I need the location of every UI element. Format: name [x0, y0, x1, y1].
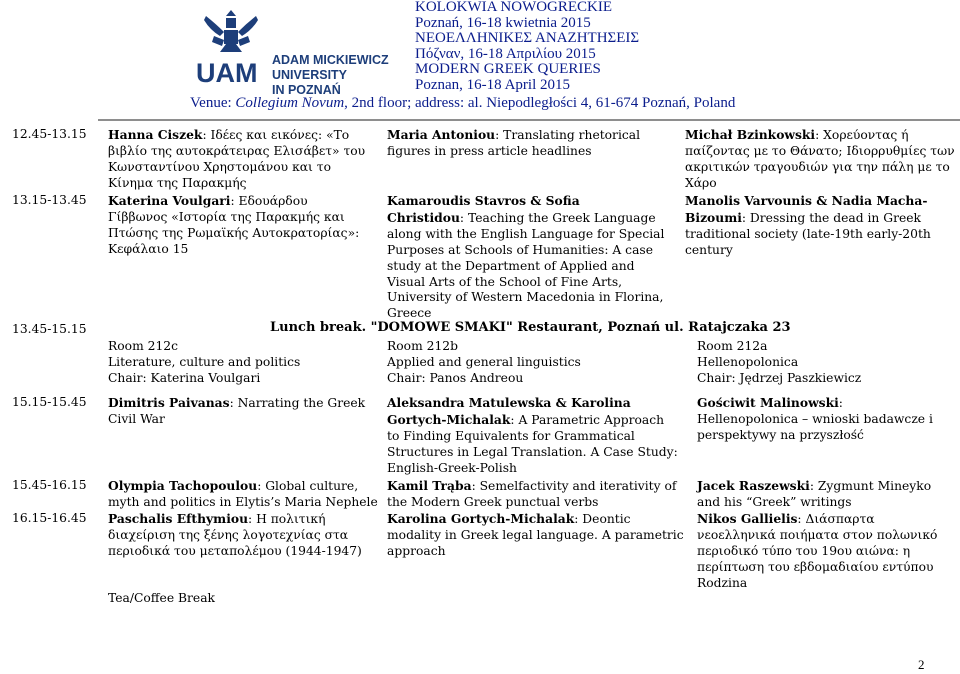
time-slot: 13.45-15.15 [12, 322, 87, 336]
header-line: Poznan, 16-18 April 2015 [415, 76, 570, 93]
talk-entry: Katerina Voulgari: Εδουάρδου Γίββωνος «Ιστορία της Παρακμής και Πτώσης της Ρωμαϊκής Αυτοκρατορίας»: Κεφάλαιο 15 [108, 193, 360, 256]
page-number: 2 [918, 657, 925, 672]
speaker-name: Nikos Gallielis [697, 511, 798, 526]
speaker-name: Christidou [387, 209, 460, 225]
talk-entry: Kamil Trąba: Semelfactivity and iterativity of the Modern Greek punctual verbs [387, 478, 677, 509]
talk-entry: Jacek Raszewski: Zygmunt Mineyko and his “Greek” writings [697, 478, 932, 509]
logo-name-line: ADAM MICKIEWICZ [272, 53, 389, 67]
talk-entry: Kamaroudis Stavros & Sofia Christidou: Teaching the Greek Language along with the English Language for Special Purposes at Schools of Humanities: A case study at the Department of Applied and Visual Arts of the School of Fine Arts, University of Western Macedonia in Florina, Greece [387, 193, 665, 321]
room-topic: Hellenopolonica [697, 354, 799, 369]
speaker-name: Jacek Raszewski [697, 478, 810, 493]
speaker-name: Aleksandra Matulewska & Karolina [387, 395, 631, 410]
room-topic: Applied and general linguistics [387, 354, 581, 369]
talk-entry: Michał Bzinkowski: Χορεύοντας ή παίζοντας με το Θάνατο; Ιδιορρυθμίες των ακριτικών τραγουδιών για την πάλη με το Χάρο [685, 127, 955, 190]
speaker-name: Dimitris Paivanas [108, 395, 230, 410]
room-name: Room 212a [697, 339, 768, 353]
venue-line: Venue: Collegium Novum, 2nd floor; address: al. Niepodległości 4, 61-674 Poznań, Poland [190, 95, 736, 111]
header-line: ΝΕΟΕΛΛΗΝΙΚΕΣ ΑΝΑΖΗΤΗΣΕΙΣ [415, 30, 640, 47]
speaker-name: Kamil Trąba [387, 478, 472, 493]
speaker-name: Bizoumi [685, 209, 742, 225]
room-header [387, 339, 581, 387]
speaker-name: Paschalis Efthymiou [108, 511, 249, 526]
speaker-name: Gortych-Michalak [387, 411, 511, 427]
talk-entry: Manolis Varvounis & Nadia Macha- Bizoumi: Dressing the dead in Greek traditional society (late-19th early-20th century [685, 193, 931, 257]
university-logo [196, 6, 406, 97]
speaker-name: Kamaroudis Stavros & Sofia [387, 193, 580, 208]
header-line: MODERN GREEK QUERIES [415, 61, 601, 78]
talk-entry: Aleksandra Matulewska & Karolina Gortych-Michalak: A Parametric Approach to Finding Equivalents for Grammatical Structures in Legal Translation. A Case Study: English-Greek-Polish [387, 395, 678, 475]
header-divider [98, 119, 960, 121]
speaker-name: Manolis Varvounis & Nadia Macha- [685, 193, 928, 208]
header-line: KOLOKWIA NOWOGRECKIE [415, 0, 613, 15]
room-name: Room 212b [387, 339, 458, 353]
logo-name-line: UNIVERSITY [272, 68, 348, 82]
talk-entry: Olympia Tachopoulou: Global culture, myth and politics in Elytis’s Maria Nephele [108, 478, 378, 509]
time-slot: 16.15-16.45 [12, 511, 87, 525]
time-slot: 15.45-16.15 [12, 478, 87, 492]
header-line: Πόζναν, 16-18 Απριλίου 2015 [415, 45, 596, 62]
tea-break-text: Tea/Coffee Break [108, 591, 215, 605]
talk-entry: Maria Antoniou: Translating rhetorical figures in press article headlines [387, 127, 641, 158]
talk-entry: Gościwit Malinowski: Hellenopolonica – wnioski badawcze i perspektywy na przyszłość [697, 395, 933, 442]
room-chair: Chair: Panos Andreou [387, 370, 524, 385]
room-header [108, 339, 300, 387]
speaker-name: Katerina Voulgari [108, 193, 231, 208]
header-line: Poznań, 16-18 kwietnia 2015 [415, 14, 591, 31]
speaker-name: Maria Antoniou [387, 127, 496, 142]
lunch-break-text: Lunch break. "DOMOWE SMAKI" Restaurant, Poznań ul. Ratajczaka 23 [270, 320, 791, 335]
talk-entry: Nikos Gallielis: Διάσπαρτα νεοελληνικά ποιήματα στον πολωνικό περιοδικό τύπο του 19ου αιώνα: η περίπτωση του εβδομαδιαίου εντύπου Rodzina [697, 511, 938, 590]
conference-title-block [415, 0, 639, 94]
room-chair: Chair: Jędrzej Paszkiewicz [697, 370, 862, 385]
speaker-name: Gościwit Malinowski [697, 395, 839, 410]
speaker-name: Hanna Ciszek [108, 127, 203, 142]
time-slot: 12.45-13.15 [12, 127, 87, 141]
speaker-name: Olympia Tachopoulou [108, 478, 258, 493]
room-topic: Literature, culture and politics [108, 354, 301, 369]
speaker-name: Michał Bzinkowski [685, 127, 816, 142]
room-name: Room 212c [108, 339, 178, 353]
logo-name-line: IN POZNAŃ [272, 83, 341, 97]
talk-entry: Karolina Gortych-Michalak: Deontic modality in Greek legal language. A parametric approach [387, 511, 684, 558]
room-chair: Chair: Katerina Voulgari [108, 370, 261, 385]
talk-entry: Dimitris Paivanas: Narrating the Greek Civil War [108, 395, 366, 426]
time-slot: 15.15-15.45 [12, 395, 87, 409]
eagle-emblem-icon [196, 6, 266, 86]
room-header [697, 339, 861, 387]
talk-entry: Hanna Ciszek: Ιδέες και εικόνες: «Το βιβλίο της αυτοκράτειρας Ελισάβετ» του Κωνσταντίνου Χρηστομάνου και το Κίνημα της Παρακμής [108, 127, 366, 190]
time-slot: 13.15-13.45 [12, 193, 87, 207]
logo-mark: UAM [196, 58, 258, 86]
speaker-name: Karolina Gortych-Michalak [387, 511, 575, 526]
talk-entry: Paschalis Efthymiou: Η πολιτική διαχείριση της ξένης λογοτεχνίας στα περιοδικά του μεταπολέμου (1944-1947) [108, 511, 362, 558]
